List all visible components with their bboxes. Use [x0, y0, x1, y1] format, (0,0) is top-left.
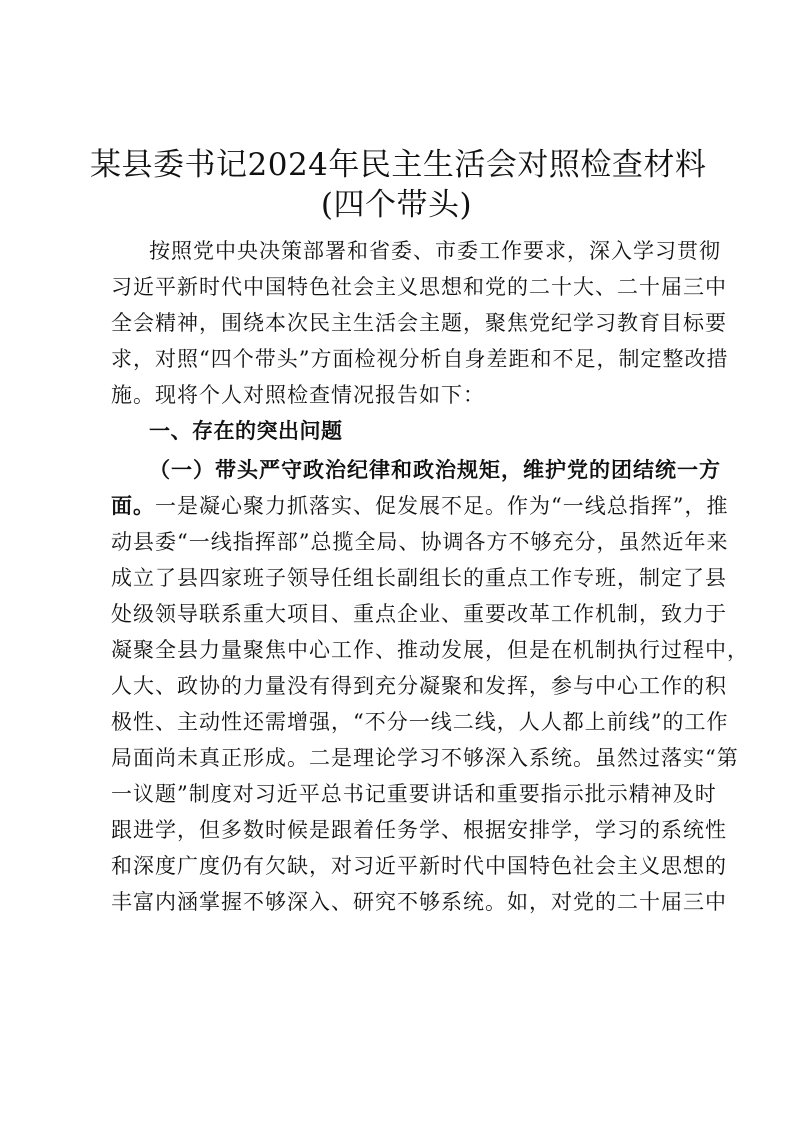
paragraph-line: 跟进学，但多数时候是跟着任务学、根据安排学，学习的系统性	[111, 818, 727, 842]
paragraph-line: 局面尚未真正形成。二是理论学习不够深入系统。虽然过落实“第	[111, 746, 739, 770]
document-title-line-1: 某县委书记2024年民主生活会对照检查材料	[90, 147, 707, 183]
subsection-heading-end: 面。	[111, 493, 155, 518]
paragraph-line	[111, 488, 729, 524]
intro-line: 习近平新时代中国特色社会主义思想和党的二十大、二十届三中	[111, 275, 727, 299]
paragraph-text: 一是凝心聚力抓落实、促发展不足。作为“一线总指挥”，推	[155, 494, 729, 518]
paragraph-line: 凝聚全县力量聚焦中心工作、推动发展，但是在机制执行过程中，	[111, 638, 749, 662]
intro-line: 求，对照“四个带头”方面检视分析自身差距和不足，制定整改措	[111, 347, 729, 371]
document-title-line-2: (四个带头)	[320, 187, 473, 223]
paragraph-line: 动县委“一线指挥部”总揽全局、协调各方不够充分，虽然近年来	[111, 530, 729, 554]
intro-line: 按照党中央决策部署和省委、市委工作要求，深入学习贯彻	[149, 239, 721, 263]
paragraph-line: 丰富内涵掌握不够深入、研究不够系统。如，对党的二十届三中	[111, 890, 727, 914]
paragraph-line: 处级领导联系重大项目、重点企业、重要改革工作机制，致力于	[111, 602, 727, 626]
subsection-heading: （一）带头严守政治纪律和政治规矩，维护党的团结统一方	[149, 457, 721, 482]
intro-line: 施。现将个人对照检查情况报告如下：	[111, 383, 485, 407]
paragraph-line: 一议题”制度对习近平总书记重要讲话和重要指示批示精神及时	[111, 782, 717, 806]
paragraph-line: 极性、主动性还需增强，“不分一线二线，人人都上前线”的工作	[111, 710, 729, 734]
paragraph-line: 和深度广度仍有欠缺，对习近平新时代中国特色社会主义思想的	[111, 854, 727, 878]
paragraph-line: 成立了县四家班子领导任组长副组长的重点工作专班，制定了县	[111, 566, 727, 590]
section-heading: 一、存在的突出问题	[149, 419, 343, 443]
intro-line: 全会精神，围绕本次民主生活会主题，聚焦党纪学习教育目标要	[111, 311, 727, 335]
paragraph-line: 人大、政协的力量没有得到充分凝聚和发挥，参与中心工作的积	[111, 674, 727, 698]
